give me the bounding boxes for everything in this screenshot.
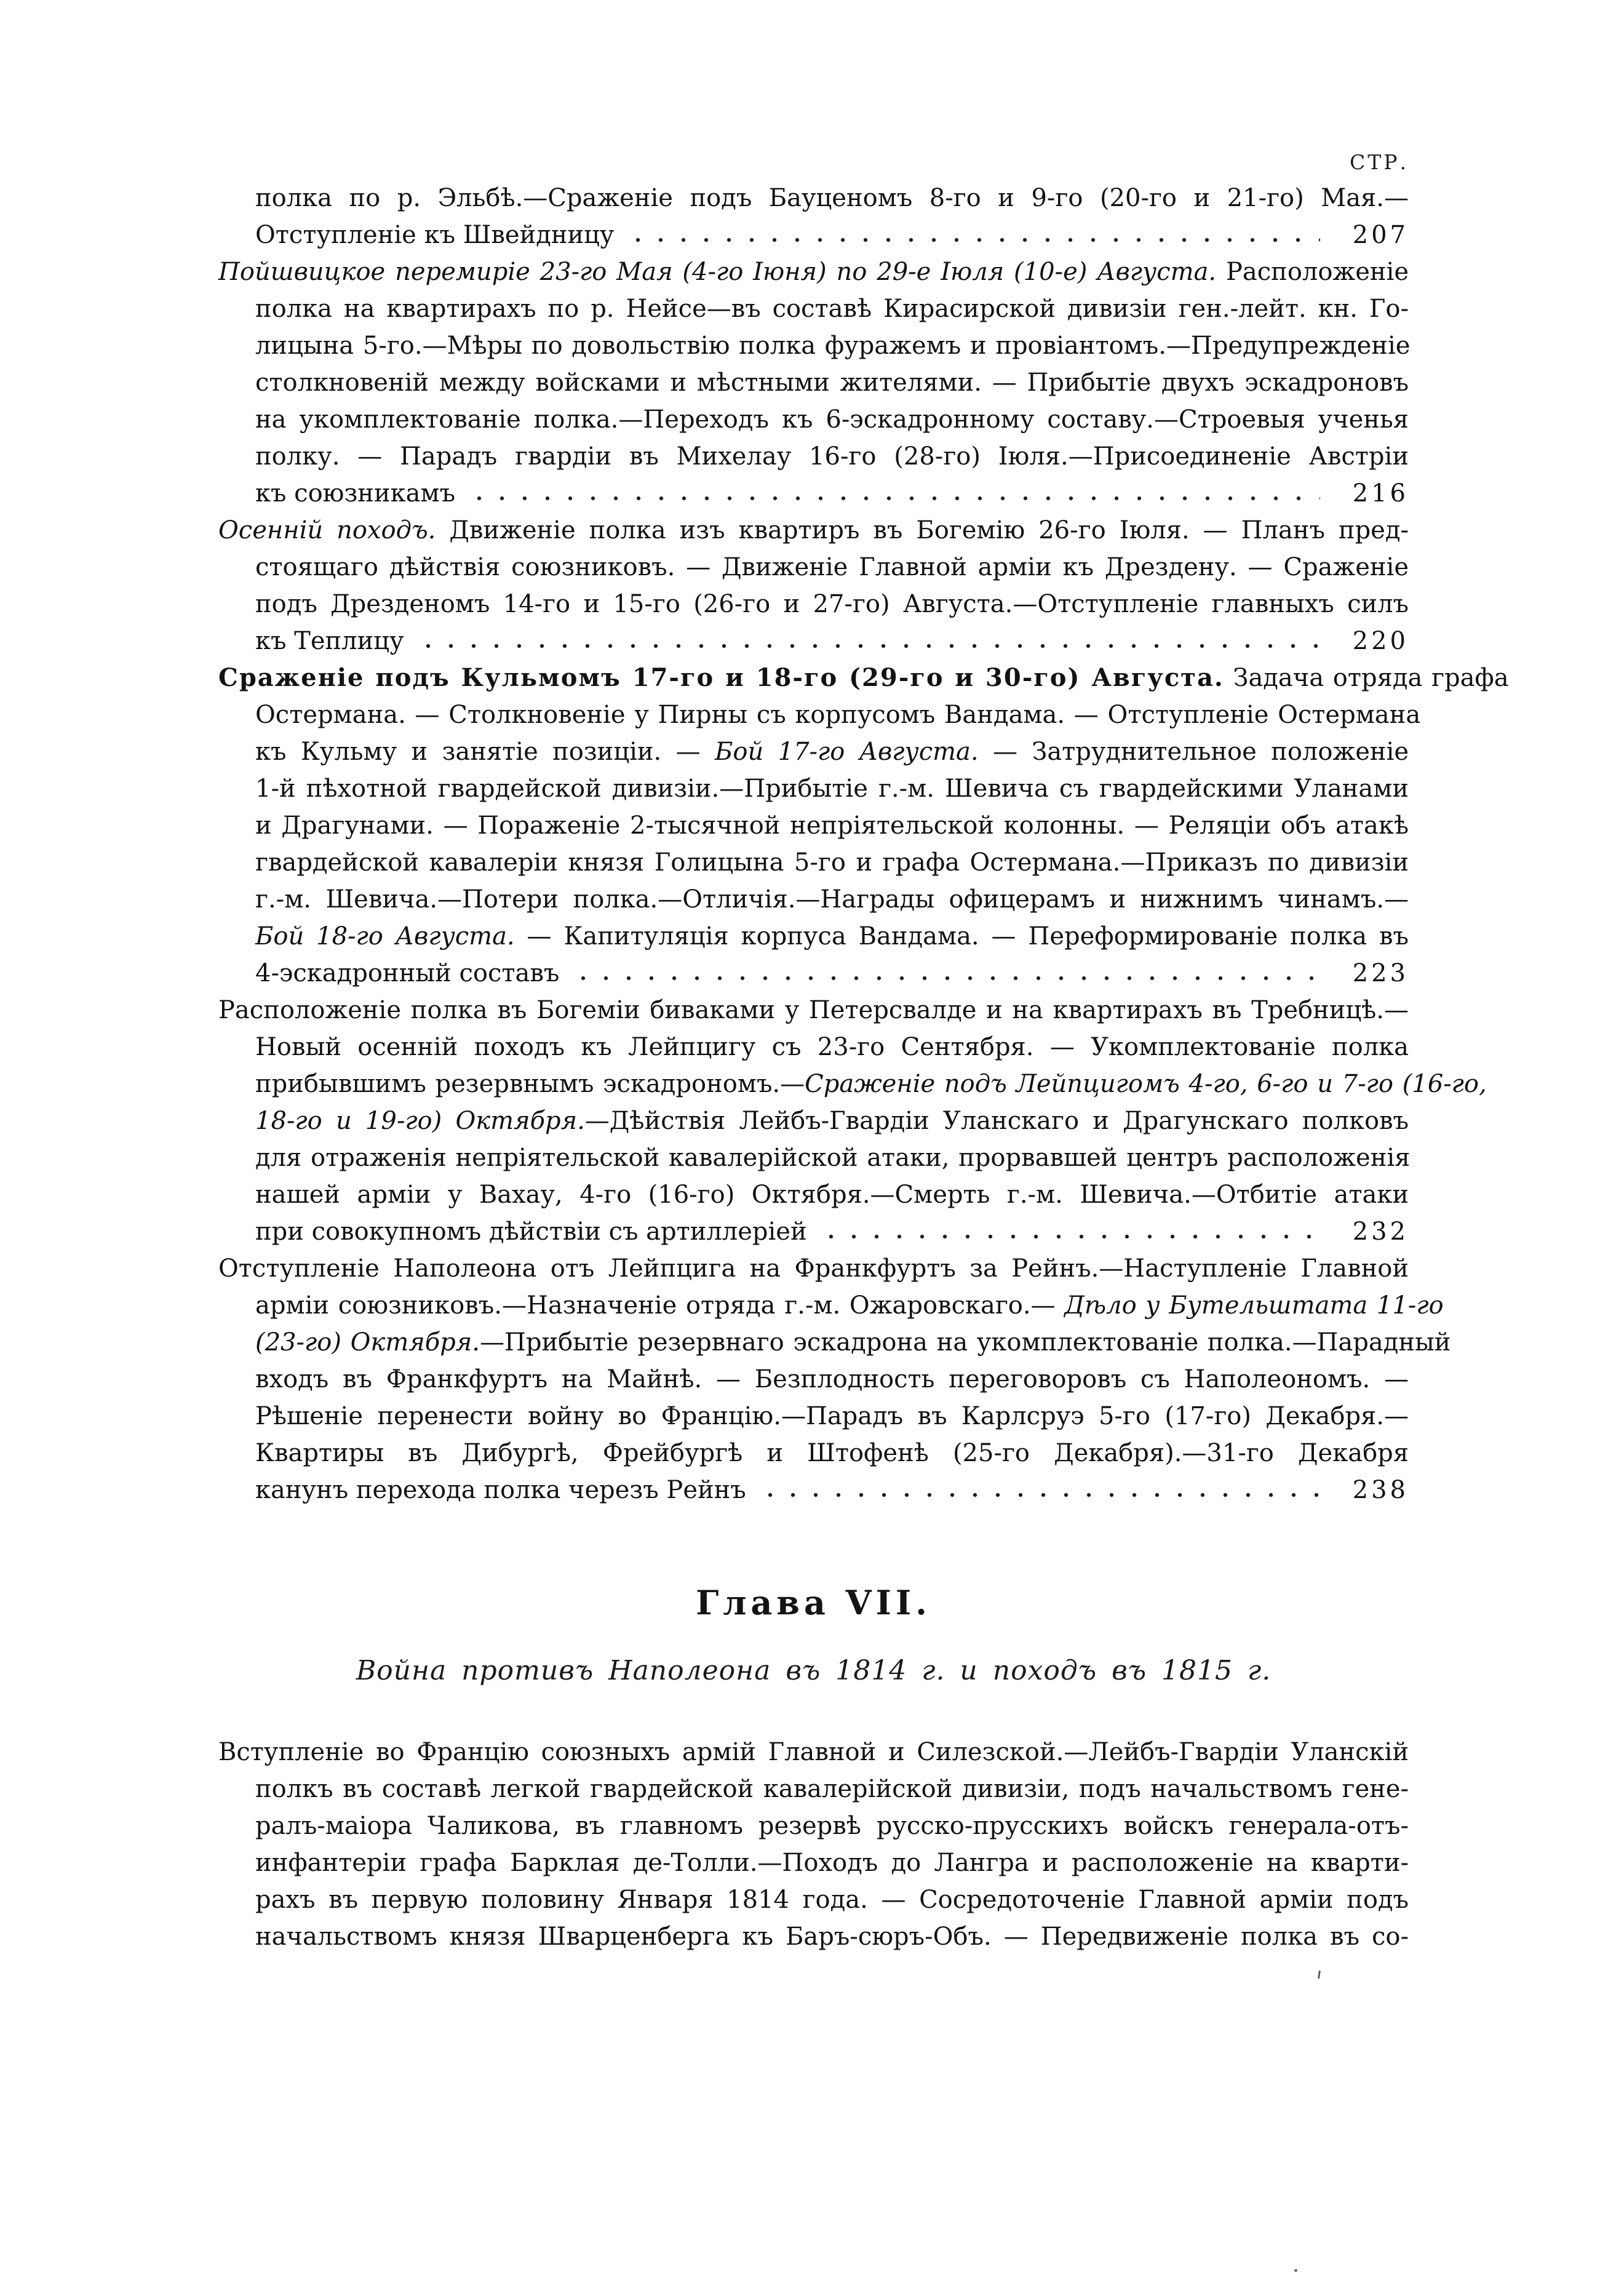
dot-leader — [580, 975, 1320, 982]
toc-line — [218, 401, 1409, 438]
line-text: г.-м. Шевича.—Потери полка.—Отличія.—Награды офицерамъ и нижнимъ чинамъ.— — [255, 885, 1409, 914]
line-text: Квартиры въ Дибургѣ, Фрейбургѣ и Штофенѣ (25-го Декабря).—31-го Декабря — [255, 1439, 1409, 1467]
toc-line — [218, 696, 1421, 733]
toc-line — [218, 660, 1509, 696]
toc-line — [218, 623, 1409, 660]
line-text: для отраженія непріятельской кавалерійской атаки, прорвавшей центръ расположенія — [255, 1144, 1411, 1172]
line-text: полкъ въ составѣ легкой гвардейской кавалерійской дивизіи, подъ начальствомъ гене- — [255, 1775, 1409, 1803]
line-text: Бой 18-го Августа. — Капитуляція корпуса Вандама. — Переформированіе полка въ — [255, 922, 1409, 951]
dot-leader — [476, 495, 1320, 502]
toc-line — [218, 1066, 1487, 1102]
scan-artifact — [1294, 2269, 1297, 2272]
toc-line — [218, 1398, 1409, 1435]
line-text: 1-й пѣхотной гвардейской дивизіи.—Прибытіе г.-м. Шевича съ гвардейскими Уланами — [255, 775, 1409, 803]
line-text: рахъ въ первую половину Января 1814 года. — Сосредоточеніе Главной арміи подъ — [255, 1886, 1409, 1914]
line-text: канунъ перехода полка черезъ Рейнъ — [255, 1476, 746, 1504]
line-text: инфантеріи графа Барклая де-Толли.—Походъ до Лангра и расположеніе на кварти- — [255, 1849, 1409, 1877]
toc-line — [218, 1102, 1409, 1139]
toc-line — [218, 1250, 1409, 1287]
toc-line — [218, 364, 1409, 401]
line-text: полка на квартирахъ по р. Нейсе—въ составѣ Кирасирской дивизіи ген.-лейт. кн. Го- — [255, 295, 1409, 323]
line-text: Отступленіе Наполеона отъ Лейпцига на Франкфуртъ за Рейнъ.—Наступленіе Главной — [218, 1254, 1409, 1283]
line-text: Пойшвицкое перемиріе 23-го Мая (4-го Іюня) по 29-е Іюля (10-е) Августа. Расположеніе — [218, 258, 1409, 286]
toc-line — [218, 844, 1409, 881]
line-text: Вступленіе во Францію союзныхъ армій Главной и Силезской.—Лейбъ-Гвардіи Уланскій — [218, 1738, 1409, 1766]
scan-artifact — [1318, 1971, 1321, 1979]
toc-line — [218, 770, 1409, 807]
line-text: 4-эскадронный составъ — [255, 959, 560, 987]
page-number: 207 — [1352, 221, 1409, 249]
toc-line — [218, 1213, 1409, 1250]
dot-leader — [635, 236, 1320, 244]
line-text: Новый осенній походъ къ Лейпцигу съ 23-го Сентября. — Укомплектованіе полка — [255, 1033, 1409, 1061]
chapter-subtitle: Война противъ Наполеона въ 1814 г. и походъ въ 1815 г. — [356, 1655, 1272, 1686]
line-text: (23-го) Октября.—Прибытіе резервнаго эскадрона на укомплектованіе полка.—Парадный — [255, 1328, 1451, 1357]
line-text: 18-го и 19-го) Октября.—Дѣйствія Лейбъ-Гвардіи Уланскаго и Драгунскаго полковъ — [255, 1107, 1409, 1135]
toc-line — [218, 438, 1409, 475]
toc-line — [218, 955, 1409, 992]
toc-line — [218, 1361, 1409, 1398]
line-text: къ Теплицу — [255, 627, 404, 655]
toc-line — [218, 1287, 1444, 1324]
line-text: Осенній походъ. Движеніе полка изъ квартиръ въ Богемію 26-го Іюля. — Планъ пред- — [218, 516, 1409, 544]
toc-line — [218, 217, 1409, 253]
toc-line — [218, 733, 1409, 770]
toc-line — [218, 1176, 1409, 1213]
line-text: арміи союзниковъ.—Назначеніе отряда г.-м. Ожаровскаго.— Дѣло у Бутельштата 11-го — [255, 1291, 1444, 1320]
line-text: прибывшимъ резервнымъ эскадрономъ.—Сраженіе подъ Лейпцигомъ 4-го, 6-го и 7-го (16-го, — [255, 1070, 1487, 1098]
chapter-line — [218, 1771, 1409, 1808]
toc-line — [218, 327, 1409, 364]
toc-line — [218, 881, 1409, 918]
line-text: столкновеній между войсками и мѣстными жителями. — Прибытіе двухъ эскадроновъ — [255, 369, 1409, 397]
line-text: гвардейской кавалеріи князя Голицына 5-го и графа Остермана.—Приказъ по дивизіи — [255, 848, 1409, 877]
toc-line — [218, 512, 1409, 549]
chapter-intro — [218, 1734, 1409, 1955]
line-text: Сраженіе подъ Кульмомъ 17-го и 18-го (29-го и 30-го) Августа. Задача отряда графа — [218, 663, 1509, 692]
dot-leader — [425, 642, 1320, 650]
line-text: при совокупномъ дѣйствіи съ артиллеріей — [255, 1218, 807, 1246]
toc-line — [218, 290, 1409, 327]
chapter-line — [218, 1881, 1409, 1918]
chapter-line — [218, 1808, 1409, 1844]
page-number: 232 — [1352, 1218, 1409, 1246]
line-text: нашей арміи у Вахау, 4-го (16-го) Октября.—Смерть г.-м. Шевича.—Отбитіе атаки — [255, 1181, 1409, 1209]
line-text: начальствомъ князя Шварценберга къ Баръ-сюръ-Объ. — Передвиженіе полка въ со- — [255, 1923, 1409, 1951]
toc-line — [218, 180, 1409, 217]
chapter-heading: Глава VII. — [696, 1583, 931, 1622]
chapter-line — [218, 1918, 1409, 1955]
toc-line — [218, 586, 1409, 623]
line-text: и Драгунами. — Пораженіе 2-тысячной непріятельской колонны. — Реляціи объ атакѣ — [255, 811, 1409, 840]
chapter-line — [218, 1844, 1409, 1881]
line-text: стоящаго дѣйствія союзниковъ. — Движеніе Главной арміи къ Дрездену. — Сраженіе — [255, 553, 1409, 581]
page-number: 216 — [1352, 479, 1409, 508]
toc-line — [218, 475, 1409, 512]
line-text: Расположеніе полка въ Богеміи биваками у Петерсвалде и на квартирахъ въ Требницѣ.— — [218, 996, 1409, 1024]
line-text: полка по р. Эльбѣ.—Сраженіе подъ Бауценомъ 8-го и 9-го (20-го и 21-го) Мая.— — [255, 184, 1409, 212]
page-column-header: СТР. — [1350, 150, 1409, 174]
line-text: на укомплектованіе полка.—Переходъ къ 6-эскадронному составу.—Строевыя ученья — [255, 405, 1409, 434]
dot-leader — [767, 1491, 1320, 1499]
chapter-line — [218, 1734, 1409, 1771]
line-text: ралъ-маіора Чаликова, въ главномъ резервѣ русско-прусскихъ войскъ генерала-отъ- — [255, 1812, 1409, 1840]
toc-line — [218, 549, 1409, 586]
line-text: Отступленіе къ Швейдницу — [255, 221, 615, 249]
line-text: лицына 5-го.—Мѣры по довольствію полка фуражемъ и провіантомъ.—Предупрежденіе — [255, 332, 1411, 360]
toc-line — [218, 1435, 1409, 1472]
toc-line — [218, 1029, 1409, 1066]
toc-line — [218, 807, 1409, 844]
line-text: къ союзникамъ — [255, 479, 456, 508]
toc-line — [218, 1324, 1451, 1361]
page-number: 223 — [1352, 959, 1409, 987]
toc-line — [218, 1472, 1409, 1509]
page-number: 238 — [1352, 1476, 1409, 1504]
line-text: полку. — Парадъ гвардіи въ Михелау 16-го (28-го) Іюля.—Присоединеніе Австріи — [255, 442, 1409, 471]
table-of-contents — [218, 180, 1509, 1509]
line-text: подъ Дрезденомъ 14-го и 15-го (26-го и 27-го) Августа.—Отступленіе главныхъ силъ — [255, 590, 1409, 618]
line-text: къ Кульму и занятіе позиціи. — Бой 17-го Августа. — Затруднительное положеніе — [255, 738, 1409, 766]
line-text: Рѣшеніе перенести войну во Францію.—Парадъ въ Карлсруэ 5-го (17-го) Декабря.— — [255, 1402, 1409, 1430]
page-number: 220 — [1352, 627, 1409, 655]
toc-line — [218, 253, 1409, 290]
line-text: Остермана. — Столкновеніе у Пирны съ корпусомъ Вандама. — Отступленіе Остермана — [255, 701, 1421, 729]
toc-line — [218, 992, 1409, 1029]
line-text: входъ въ Франкфуртъ на Майнѣ. — Безплодность переговоровъ съ Наполеономъ. — — [255, 1365, 1409, 1393]
toc-line — [218, 1139, 1409, 1176]
dot-leader — [828, 1233, 1320, 1240]
chapter-section — [218, 1509, 1409, 1955]
toc-line — [218, 918, 1409, 955]
